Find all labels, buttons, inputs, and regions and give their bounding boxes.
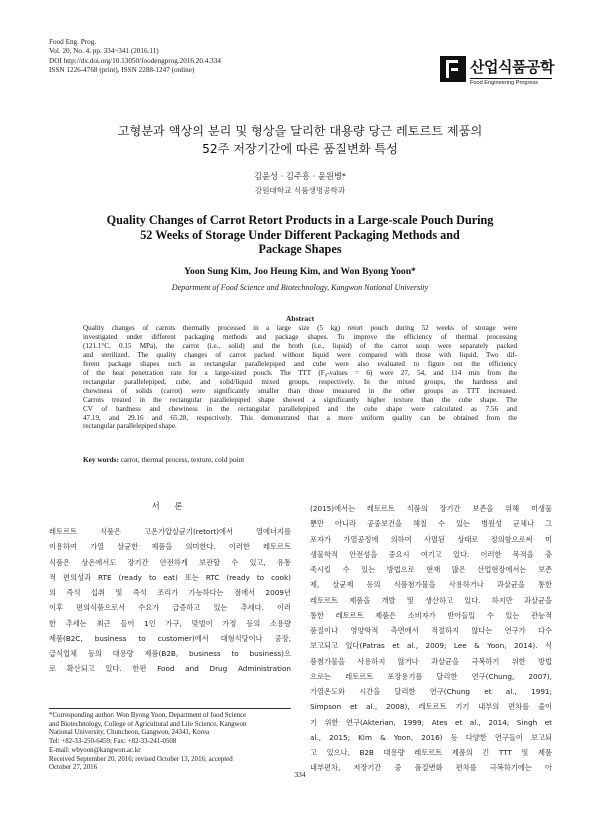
journal-info-line: DOI http://dx.doi.org/10.13050/foodengprog.2016.20.4.334	[49, 56, 221, 65]
english-title-line: Package Shapes	[258, 242, 342, 257]
abstract-line: and sterilized. The quality changes of carrot packed without liquid were compared with those with liquid. Two dif-	[83, 350, 517, 359]
abstract-line: Quality changes of carrots thermally processed in a large size (5 kg) retort pouch during 52 weeks of storage were	[83, 324, 517, 332]
body-line: 제품(B2C, business to customer)에서 대형식당이나 공장,	[49, 633, 291, 643]
body-line: 레토르트 식품은 고온가압살균기(retort)에서 열에너지를	[49, 527, 291, 536]
keywords	[83, 455, 517, 464]
body-line: 레토르트 제품을 개발 및 생산하고 있다. 하지만 과살균을	[310, 595, 552, 605]
body-line: 품질이나 영양학적 측면에서 적절하지 않다는 연구가 다수	[310, 626, 552, 635]
journal-info-line: ISSN 1226-4768 (print), ISSN 2288-1247 (online)	[49, 66, 195, 75]
corresponding-author-footnote	[49, 712, 291, 773]
abstract-line: of the heat penetration rate for a large-sized pouch. The TTT (F₀-values = 6) were 27, 54, and 114 min from the	[83, 368, 517, 377]
body-line: 이후 편의식품으로서 수요가 급증하고 있는 추세다. 이러	[49, 603, 291, 613]
logo-mark-icon	[440, 56, 466, 82]
abstract-line: Carrots treated in the rectangular parallelepiped shape showed a significantly higher texture than the cube shape. The	[83, 395, 517, 404]
section-heading-introduction: 서 론	[151, 502, 189, 512]
journal-info-line: Food Eng. Prog.	[49, 38, 97, 46]
body-column-left	[49, 524, 291, 677]
body-line: 고 있으나, B2B 대용량 레토르트 제품의 긴 TTT 및 제품	[310, 748, 552, 757]
abstract-line: investigated under different packaging methods and package shapes. To improve the efficiency of thermal processing	[83, 332, 517, 341]
body-line: 뿐만 아니라 공중보건을 해칠 수 있는 병원성 균체나 그	[310, 519, 552, 529]
korean-title-line: 52주 저장기간에 따른 품질변화 특성	[202, 142, 398, 156]
body-line: 족시킬 수 있는 방법으로 현재 많은 산업현장에서는 보존	[310, 565, 552, 574]
keywords-text: carrot, thermal process, texture, cold point	[118, 455, 245, 464]
abstract-heading: Abstract	[285, 314, 315, 323]
body-line: 적 편의성과 RTE (ready to eat) 또는 RTC (ready to cook)	[49, 572, 291, 582]
logo-subtitle: Food Engineering Progress	[470, 78, 552, 86]
body-line: 가열온도와 시간을 달리한 연구(Chung et al., 1991;	[310, 687, 552, 696]
body-line: (2015)에서는 레토르트 식품의 장기간 보존을 위해 미생물	[310, 504, 552, 513]
abstract-line: (121.1°C, 0.15 MPa), the carrot (i.e., solid) and the broth (i.e., liquid) of the carrot soup were separately packed	[83, 341, 517, 350]
journal-info	[49, 38, 349, 76]
korean-authors: 김윤성 · 김주흥 · 윤원병*	[253, 171, 347, 181]
page-number: 334	[294, 770, 306, 779]
abstract-line: rectangular parallelepiped shape.	[83, 422, 177, 431]
footnote-line: October 27, 2016	[49, 764, 98, 772]
abstract-line: chewiness of solids (carrot) were significantly smaller than those measured in the other groups as TTT increased.	[83, 386, 517, 395]
body-line: 기 위한 연구(Akterian, 1999; Ates et al., 2014; Singh et	[310, 717, 552, 727]
english-title-line: 52 Weeks of Storage Under Different Packaging Methods and	[140, 227, 460, 242]
body-line: 이용하여 가열 살균한 제품을 의미한다. 이러한 레토르트	[49, 542, 291, 552]
abstract-line: ferent package shapes such as rectangular parallelepiped and cube were also evaluated to figure out the efficiency	[83, 359, 517, 368]
abstract-body	[83, 324, 517, 431]
english-title	[60, 213, 540, 257]
body-line: 로 확산되고 있다. 한편 Food and Drug Administration	[49, 664, 291, 674]
abstract-line: CV of hardness and chewiness in the rectangular parallelepiped and the cube shape were calculated as 7.56 and	[83, 404, 517, 413]
journal-info-line: Vol. 20, No. 4. pp. 334~341 (2016.11)	[49, 47, 159, 56]
abstract-line: 47.19, and 29.16 and 65.28, respectively. This demonstrated that a more uniform quality can be obtained from the	[83, 413, 517, 422]
journal-logo	[440, 56, 554, 90]
korean-affiliation: 강원대학교 식품생명공학과	[254, 186, 346, 195]
abstract-line: rectangular parallelepiped, cube, and solid/liquid mixed groups, respectively. In the mixed groups, the hardness and	[83, 377, 517, 386]
body-line: 포자가 가열공정에 의하여 사멸된 상태로 정의함으로써 미	[310, 534, 552, 544]
body-line: 급식업체 등의 대용량 제품(B2B, business to business)으	[49, 649, 291, 658]
footnote-divider	[49, 708, 291, 709]
keywords-label: Key words:	[83, 455, 119, 464]
footnote-line: and Biotechnology, College of Agricultural and Life Science, Kangwon	[49, 720, 247, 728]
body-line: 보고되고 있다(Patras et al., 2009; Lee & Yoon, 2014). 식	[310, 641, 552, 651]
english-title-line: Quality Changes of Carrot Retort Products in a Large-scale Pouch During	[106, 213, 494, 227]
footnote-line: *Corresponding author: Won Byong Yoon, Department of food Science	[49, 712, 247, 719]
footnote-line: E-mail: wbyoon@kangwon.ac.kr	[49, 746, 141, 754]
english-authors: Yoon Sung Kim, Joo Heung Kim, and Won Byong Yoon*	[184, 266, 416, 277]
body-line: 한 추세는 최근 들어 1인 가구, 맞벌이 가정 등의 소용량	[49, 618, 291, 628]
body-line: 통한 레토르트 제품은 소비자가 받아들일 수 있는 관능적	[310, 610, 552, 620]
body-line: 으로는 레토르트 포장용기를 달리한 연구(Chung, 2007),	[310, 671, 552, 681]
body-line: 의 즉석 섭취 및 즉석 조리가 가능하다는 점에서 2009년	[49, 588, 291, 597]
body-line: 생물학적 안전성을 중요시 여기고 있다. 이러한 목적을 충	[310, 549, 552, 559]
logo-title: 산업식품공학	[470, 58, 554, 76]
footnote-line: Received September 20, 2016; revised October 13, 2016; accepted	[49, 755, 233, 763]
body-line: al., 2015; Kim & Yoon, 2016) 등 다양한 연구들이 보고되	[310, 732, 552, 742]
footnote-line: National University, Chuncheon, Gangwon, 24341, Korea	[49, 729, 210, 737]
body-column-right	[310, 501, 552, 776]
body-line: 품첨가물을 사용하지 않거나 과살균을 극복하기 위한 방법	[310, 656, 552, 666]
body-line: 식품은 상온에서도 장기간 안전하게 보관할 수 있고, 유통	[49, 557, 291, 567]
korean-title	[40, 122, 560, 158]
korean-title-line: 고형분과 액상의 분리 및 형상을 달리한 대용량 당근 레토르트 제품의	[117, 124, 483, 138]
footnote-line: Tel: +82-33-250-6459; Fax: +82-33-241-0508	[49, 738, 177, 746]
body-line: 내부편차, 저장기간 중 품질변화 편차를 극복하기에는 아	[310, 763, 552, 773]
body-line: 제, 살균제 등의 식품첨가물을 사용하거나 과살균을 통한	[310, 580, 552, 590]
body-line: Simpson et al., 2008), 레토르트 기기 내부의 편차를 줄이	[310, 702, 552, 712]
english-affiliation: Department of Food Science and Biotechnology, Kangwon National University	[171, 283, 429, 292]
